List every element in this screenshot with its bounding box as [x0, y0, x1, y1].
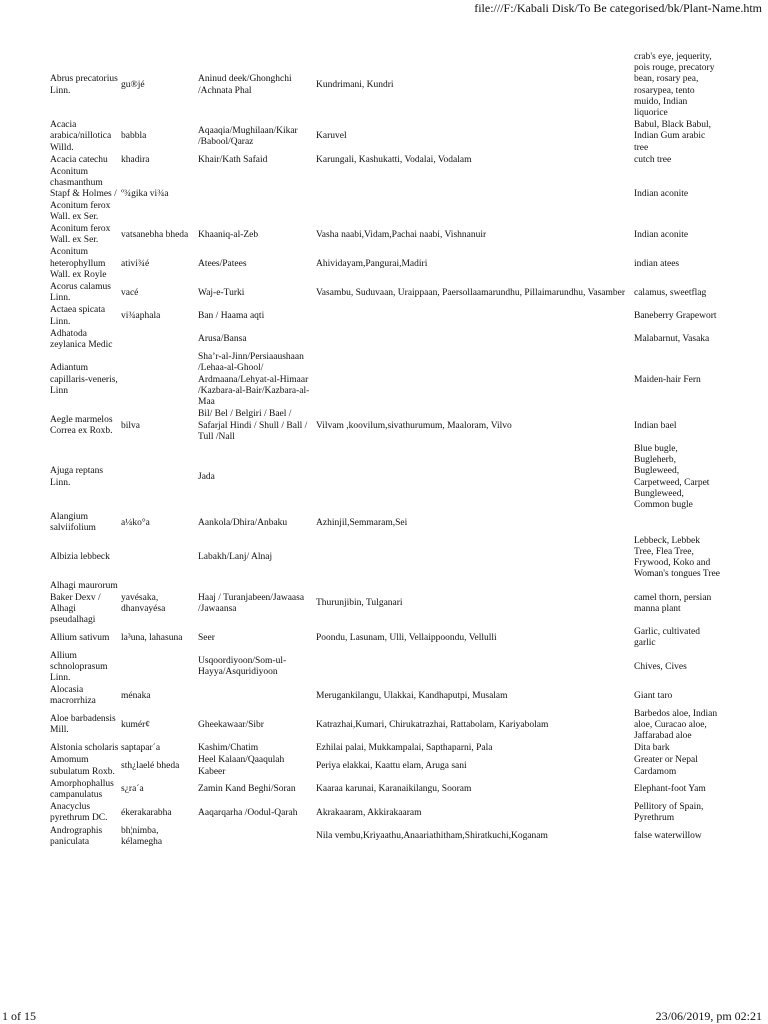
english-name-cell: Elephant-foot Yam [634, 784, 706, 795]
sanskrit-name-cell: º¾gika vi¾a [121, 189, 169, 200]
sanskrit-name-cell: yavésaka, dhanvayésa [121, 592, 166, 614]
botanical-name-cell: Allium sativum [50, 632, 110, 643]
tamil-name-cell: Vasha naabi,Vidam,Pachai naabi, Vishnanuir [316, 229, 487, 240]
sanskrit-name-cell: bh¦nimba, kélamegha [121, 825, 163, 847]
tamil-name-cell: Periya elakkai, Kaattu elam, Aruga sani [316, 760, 467, 771]
english-name-cell: false waterwillow [634, 831, 702, 842]
unani-name-cell: Jada [198, 471, 215, 482]
table-row [50, 627, 722, 650]
unani-name-cell: Aqaaqia/Mughilaan/Kikar /Babool/Qaraz [198, 125, 298, 148]
unani-name-cell: Sha’r-al-Jinn/Persiaaushaan /Lehaa-al-Ghool/ Ardmaana/Lehyat-al-Himaar /Kazbara-al-Bair/Kazbara-al-Maa [198, 352, 310, 408]
sanskrit-name-cell: gu®jé [121, 80, 145, 90]
english-name-cell: Indian bael [634, 420, 677, 431]
unani-name-cell: Aaqarqarha /Oodul-Qarah [198, 807, 298, 818]
unani-name-cell: Aninud deek/Ghonghchi /Achnata Phal [198, 74, 292, 96]
botanical-name-cell: Acacia catechu [50, 154, 108, 165]
table-row [50, 826, 722, 849]
unani-name-cell: Zamin Kand Beghi/Soran [198, 784, 296, 795]
table-row [50, 651, 722, 686]
botanical-name-cell: Acacia arabica/nillotica Willd. [50, 120, 112, 153]
sanskrit-name-cell [121, 444, 198, 512]
botanical-name-cell: Amomum subulatum Roxb. [50, 755, 115, 777]
botanical-name-cell: Albizia lebbeck [50, 552, 110, 563]
botanical-name-cell: Aegle marmelos Correa ex Roxb. [50, 414, 113, 437]
english-name-cell: Pellitory of Spain, Pyrethrum [634, 802, 704, 824]
page-url: file:///F:/Kabali Disk/To Be categorised/bk/Plant-Name.htm [474, 1, 762, 15]
tamil-name-cell: Karuvel [316, 131, 347, 142]
english-name-cell: Blue bugle, Bugleherb, Bugleweed, Carpetweed, Carpet Bungleweed, Common bugle [634, 443, 710, 510]
tamil-name-cell: Kundrimani, Kundri [316, 80, 394, 90]
print-datetime: 23/06/2019, pm 02:21 [655, 1009, 762, 1023]
unani-name-cell: Gheekawaar/Sibr [198, 719, 264, 730]
tamil-name-cell: Kaaraa karunai, Karanaikilangu, Sooram [316, 784, 472, 795]
sanskrit-name-cell: saptapar´a [121, 743, 161, 754]
botanical-name-cell: Aconitum ferox Wall. ex Ser. [50, 224, 111, 246]
sanskrit-name-cell: kumér¢ [121, 719, 151, 730]
unani-name-cell: Atees/Patees [198, 258, 247, 269]
botanical-name-cell: Aconitum chasmanthum Stapf & Holmes / Aconitum ferox Wall. ex Ser. [50, 167, 117, 222]
english-name-cell: Garlic, cultivated garlic [634, 627, 700, 649]
sanskrit-name-cell: vacé [121, 287, 139, 298]
tamil-name-cell: Vilvam ,koovilum,sivathurumum, Maaloram, Vilvo [316, 420, 512, 431]
table-row [50, 224, 722, 247]
tamil-name-cell: Poondu, Lasunam, Ulli, Vellaippoondu, Vellulli [316, 632, 497, 643]
botanical-name-cell: Abrus precatorius Linn. [50, 74, 118, 96]
english-name-cell: Indian aconite [634, 229, 689, 240]
table-row [50, 352, 722, 409]
unani-name-cell: Kashim/Chatim [198, 743, 259, 754]
tamil-name-cell [316, 536, 634, 582]
unani-name-cell [198, 826, 316, 849]
table-row [50, 329, 722, 352]
tamil-name-cell [316, 305, 634, 328]
unani-name-cell: Arusa/Bansa [198, 334, 247, 345]
tamil-name-cell [316, 352, 634, 409]
english-name-cell [634, 512, 722, 535]
sanskrit-name-cell [121, 352, 198, 409]
page-count: 1 of 15 [2, 1009, 36, 1023]
tamil-name-cell: Nila vembu,Kriyaathu,Anaariathitham,Shiratkuchi,Koganam [316, 831, 548, 842]
botanical-name-cell: Andrographis paniculata [50, 825, 103, 847]
table-row [50, 779, 722, 802]
botanical-name-cell: Amorphophallus campanulatus [50, 778, 114, 800]
unani-name-cell: Haaj / Turanjabeen/Jawaasa /Jawaansa [198, 592, 305, 614]
table-row [50, 247, 722, 282]
english-name-cell: crab's eye, jequerity, pois rouge, precatory bean, rosary pea, rosarypea, tento muido, Indian liquorice [634, 52, 715, 119]
table-row [50, 512, 722, 535]
unani-name-cell: Khair/Kath Safaid [198, 154, 268, 165]
table-row [50, 305, 722, 328]
table-row [50, 167, 722, 224]
tamil-name-cell [316, 444, 634, 512]
unani-name-cell: Seer [198, 632, 215, 643]
table-row [50, 155, 722, 167]
sanskrit-name-cell: a¼ko°a [121, 517, 150, 528]
table-row [50, 536, 722, 582]
unani-name-cell: Labakh/Lanj/ Alnaj [198, 552, 273, 563]
english-name-cell: Dita bark [634, 743, 670, 754]
plant-names-table [50, 52, 722, 849]
sanskrit-name-cell: khadira [121, 154, 150, 165]
botanical-name-cell: Adiantum capillaris-veneris, Linn [50, 363, 118, 396]
tamil-name-cell [316, 329, 634, 352]
english-name-cell: Maiden-hair Fern [634, 374, 701, 385]
botanical-name-cell: Alocasia macrorrhiza [50, 685, 96, 707]
tamil-name-cell [316, 167, 634, 224]
table-row [50, 685, 722, 708]
sanskrit-name-cell: vi¾aphala [121, 311, 161, 322]
table-row [50, 282, 722, 305]
english-name-cell: Greater or Nepal Cardamom [634, 755, 698, 777]
botanical-name-cell: Aconitum heterophyllum Wall. ex Royle [50, 247, 107, 280]
sanskrit-name-cell: ativi¾é [121, 258, 150, 269]
table-row [50, 120, 722, 155]
sanskrit-name-cell [121, 329, 198, 352]
english-name-cell: camel thorn, persian manna plant [634, 592, 712, 614]
sanskrit-name-cell: vatsanebha bheda [121, 229, 189, 240]
sanskrit-name-cell: sth¿laelé bheda [121, 760, 180, 771]
botanical-name-cell: Alhagi maurorum Baker Dexv / Alhagi pseudalhagi [50, 581, 118, 625]
english-name-cell: Baneberry Grapewort [634, 311, 717, 322]
tamil-name-cell: Karungali, Kashukatti, Vodalai, Vodalam [316, 154, 472, 165]
english-name-cell: Babul, Black Babul, Indian Gum arabic tree [634, 120, 712, 153]
english-name-cell: Giant taro [634, 690, 673, 701]
unani-name-cell: Waj-e-Turki [198, 287, 245, 298]
sanskrit-name-cell: ékerakarabha [121, 807, 172, 818]
tamil-name-cell: Ezhilai palai, Mukkampalai, Sapthaparni, Pala [316, 743, 493, 754]
english-name-cell: Lebbeck, Lebbek Tree, Flea Tree, Frywood, Koko and Woman's tongues Tree [634, 535, 720, 580]
unani-name-cell: Khaaniq-al-Zeb [198, 229, 259, 240]
sanskrit-name-cell: la³una, lahasuna [121, 632, 183, 643]
sanskrit-name-cell [121, 536, 198, 582]
sanskrit-name-cell: babbla [121, 131, 147, 142]
table-row [50, 52, 722, 120]
botanical-name-cell: Ajuga reptans Linn. [50, 466, 104, 488]
tamil-name-cell: Vasambu, Suduvaan, Uraippaan, Paersollaamarundhu, Pillaimarundhu, Vasamber [316, 287, 626, 298]
unani-name-cell: Usqoordiyoon/Som-ul-Hayya/Asquridiyoon [198, 656, 287, 678]
table-row [50, 743, 722, 755]
botanical-name-cell: Acorus calamus Linn. [50, 282, 111, 304]
sanskrit-name-cell: ménaka [121, 690, 151, 701]
english-name-cell: Malabarnut, Vasaka [634, 334, 710, 345]
english-name-cell: Indian aconite [634, 189, 689, 200]
tamil-name-cell: Akrakaaram, Akkirakaaram [316, 807, 422, 818]
tamil-name-cell: Thurunjibin, Tulganari [316, 598, 403, 609]
unani-name-cell: Ban / Haama aqti [198, 311, 265, 322]
unani-name-cell [198, 167, 316, 224]
tamil-name-cell: Merugankilangu, Ulakkai, Kandhaputpi, Musalam [316, 690, 508, 701]
table-row [50, 709, 722, 744]
unani-name-cell: Aankola/Dhira/Anbaku [198, 517, 288, 528]
tamil-name-cell [316, 651, 634, 686]
botanical-name-cell: Aloe barbadensis Mill. [50, 714, 116, 736]
sanskrit-name-cell: bilva [121, 420, 140, 431]
table-row [50, 409, 722, 444]
tamil-name-cell: Azhinjil,Semmaram,Sei [316, 517, 408, 528]
english-name-cell: indian atees [634, 258, 680, 269]
table-row [50, 755, 722, 778]
unani-name-cell [198, 685, 316, 708]
botanical-name-cell: Alstonia scholaris [50, 743, 119, 754]
english-name-cell: Barbedos aloe, Indian aloe, Curacao aloe, Jaffarabad aloe [634, 708, 718, 741]
botanical-name-cell: Actaea spicata Linn. [50, 305, 106, 327]
botanical-name-cell: Alangium salviifolium [50, 512, 96, 534]
table-row [50, 802, 722, 825]
table-row [50, 444, 722, 512]
english-name-cell: Chives, Cives [634, 661, 687, 672]
sanskrit-name-cell [121, 651, 198, 686]
table-row [50, 581, 722, 627]
botanical-name-cell: Anacyclus pyrethrum DC. [50, 802, 108, 824]
botanical-name-cell: Allium schnoloprasum Linn. [50, 650, 108, 683]
tamil-name-cell: Ahividayam,Pangurai,Madiri [316, 258, 428, 269]
english-name-cell: calamus, sweetflag [634, 287, 707, 298]
sanskrit-name-cell: s¿ra´a [121, 784, 144, 795]
english-name-cell: cutch tree [634, 154, 672, 165]
tamil-name-cell: Katrazhai,Kumari, Chirukatrazhai, Rattabolam, Kariyabolam [316, 719, 549, 730]
unani-name-cell: Heel Kalaan/Qaaqulah Kabeer [198, 755, 285, 777]
unani-name-cell: Bil/ Bel / Belgiri / Bael / Safarjal Hindi / Shull / Ball / Tull /Nall [198, 409, 308, 442]
botanical-name-cell: Adhatoda zeylanica Medic [50, 328, 113, 351]
